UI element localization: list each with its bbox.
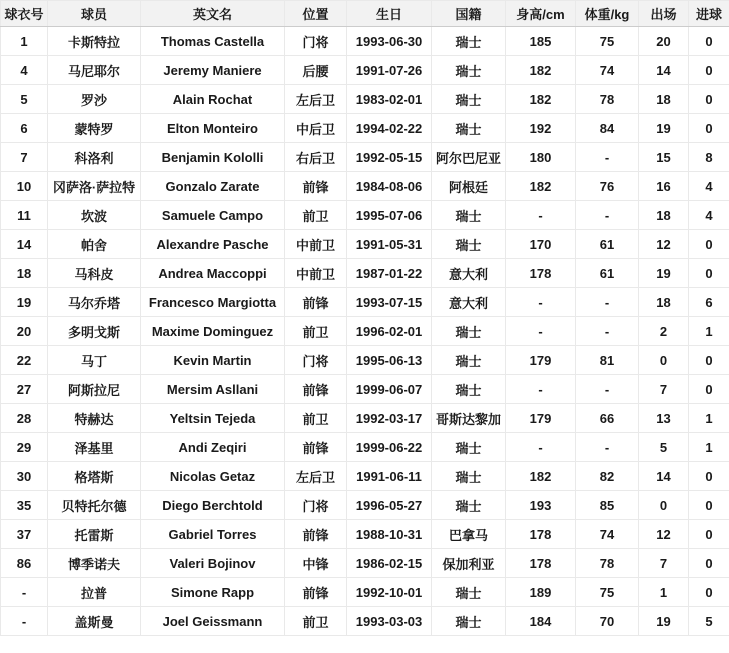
cell-nationality: 瑞士 (432, 56, 506, 85)
cell-height-cm: 192 (506, 114, 576, 143)
cell-goals: 0 (689, 56, 729, 85)
cell-nationality: 意大利 (432, 259, 506, 288)
table-row (1, 230, 729, 259)
cell-appearances: 18 (639, 201, 689, 230)
cell-nationality: 瑞士 (432, 346, 506, 375)
cell-jersey-number: 86 (1, 549, 48, 578)
cell-appearances: 7 (639, 375, 689, 404)
cell-height-cm: 182 (506, 85, 576, 114)
cell-player: 拉普 (48, 578, 141, 607)
cell-jersey-number: 28 (1, 404, 48, 433)
table-row (1, 607, 729, 636)
column-header-birthday: 生日 (347, 1, 432, 27)
cell-jersey-number: 22 (1, 346, 48, 375)
cell-weight-kg: 61 (576, 230, 639, 259)
cell-nationality: 巴拿马 (432, 520, 506, 549)
column-header-height-cm: 身高/cm (506, 1, 576, 27)
cell-height-cm: 179 (506, 346, 576, 375)
cell-position: 前锋 (285, 375, 347, 404)
cell-english-name: Maxime Dominguez (141, 317, 285, 346)
cell-birthday: 1996-05-27 (347, 491, 432, 520)
cell-english-name: Jeremy Maniere (141, 56, 285, 85)
cell-weight-kg: - (576, 317, 639, 346)
cell-goals: 0 (689, 346, 729, 375)
cell-player: 帕舍 (48, 230, 141, 259)
cell-nationality: 瑞士 (432, 27, 506, 56)
cell-goals: 0 (689, 549, 729, 578)
cell-weight-kg: - (576, 433, 639, 462)
cell-player: 卡斯特拉 (48, 27, 141, 56)
cell-nationality: 阿根廷 (432, 172, 506, 201)
cell-height-cm: - (506, 317, 576, 346)
cell-appearances: 16 (639, 172, 689, 201)
cell-player: 泽基里 (48, 433, 141, 462)
cell-goals: 1 (689, 433, 729, 462)
cell-position: 前锋 (285, 578, 347, 607)
cell-weight-kg: 70 (576, 607, 639, 636)
cell-weight-kg: - (576, 201, 639, 230)
cell-goals: 0 (689, 259, 729, 288)
cell-goals: 0 (689, 491, 729, 520)
cell-goals: 4 (689, 172, 729, 201)
cell-jersey-number: 35 (1, 491, 48, 520)
cell-weight-kg: 81 (576, 346, 639, 375)
cell-appearances: 12 (639, 520, 689, 549)
cell-english-name: Francesco Margiotta (141, 288, 285, 317)
cell-position: 前锋 (285, 172, 347, 201)
table-row (1, 56, 729, 85)
cell-jersey-number: 19 (1, 288, 48, 317)
cell-weight-kg: 78 (576, 549, 639, 578)
cell-player: 多明戈斯 (48, 317, 141, 346)
cell-nationality: 瑞士 (432, 433, 506, 462)
cell-player: 托雷斯 (48, 520, 141, 549)
cell-weight-kg: 74 (576, 56, 639, 85)
cell-jersey-number: 20 (1, 317, 48, 346)
cell-appearances: 0 (639, 491, 689, 520)
cell-position: 前卫 (285, 404, 347, 433)
cell-birthday: 1987-01-22 (347, 259, 432, 288)
cell-position: 前锋 (285, 433, 347, 462)
table-row (1, 85, 729, 114)
cell-weight-kg: - (576, 375, 639, 404)
cell-position: 前卫 (285, 607, 347, 636)
cell-english-name: Benjamin Kololli (141, 143, 285, 172)
cell-position: 右后卫 (285, 143, 347, 172)
cell-weight-kg: 78 (576, 85, 639, 114)
cell-height-cm: 182 (506, 462, 576, 491)
cell-weight-kg: 85 (576, 491, 639, 520)
cell-jersey-number: 7 (1, 143, 48, 172)
cell-height-cm: 170 (506, 230, 576, 259)
cell-weight-kg: - (576, 288, 639, 317)
cell-jersey-number: - (1, 607, 48, 636)
column-header-english-name: 英文名 (141, 1, 285, 27)
cell-birthday: 1984-08-06 (347, 172, 432, 201)
cell-english-name: Gonzalo Zarate (141, 172, 285, 201)
cell-english-name: Nicolas Getaz (141, 462, 285, 491)
table-row (1, 578, 729, 607)
cell-player: 马尔乔塔 (48, 288, 141, 317)
cell-birthday: 1999-06-22 (347, 433, 432, 462)
cell-birthday: 1986-02-15 (347, 549, 432, 578)
cell-english-name: Andrea Maccoppi (141, 259, 285, 288)
cell-jersey-number: - (1, 578, 48, 607)
cell-weight-kg: 66 (576, 404, 639, 433)
cell-weight-kg: - (576, 143, 639, 172)
table-row (1, 433, 729, 462)
cell-goals: 6 (689, 288, 729, 317)
cell-english-name: Mersim Asllani (141, 375, 285, 404)
cell-position: 前锋 (285, 288, 347, 317)
table-row (1, 491, 729, 520)
table-row (1, 462, 729, 491)
cell-appearances: 5 (639, 433, 689, 462)
cell-position: 后腰 (285, 56, 347, 85)
cell-weight-kg: 74 (576, 520, 639, 549)
cell-height-cm: - (506, 375, 576, 404)
cell-nationality: 意大利 (432, 288, 506, 317)
table-row (1, 259, 729, 288)
column-header-player: 球员 (48, 1, 141, 27)
cell-appearances: 15 (639, 143, 689, 172)
cell-height-cm: 189 (506, 578, 576, 607)
cell-player: 冈萨洛·萨拉特 (48, 172, 141, 201)
cell-appearances: 19 (639, 607, 689, 636)
cell-position: 前卫 (285, 317, 347, 346)
cell-position: 门将 (285, 491, 347, 520)
cell-jersey-number: 27 (1, 375, 48, 404)
table-row (1, 404, 729, 433)
cell-jersey-number: 6 (1, 114, 48, 143)
cell-height-cm: 180 (506, 143, 576, 172)
cell-appearances: 20 (639, 27, 689, 56)
cell-player: 马丁 (48, 346, 141, 375)
cell-goals: 5 (689, 607, 729, 636)
cell-jersey-number: 29 (1, 433, 48, 462)
table-row (1, 27, 729, 56)
cell-goals: 4 (689, 201, 729, 230)
cell-jersey-number: 37 (1, 520, 48, 549)
cell-nationality: 瑞士 (432, 578, 506, 607)
cell-english-name: Elton Monteiro (141, 114, 285, 143)
cell-height-cm: 185 (506, 27, 576, 56)
table-row (1, 520, 729, 549)
cell-birthday: 1992-03-17 (347, 404, 432, 433)
cell-player: 特赫达 (48, 404, 141, 433)
cell-position: 左后卫 (285, 462, 347, 491)
cell-jersey-number: 11 (1, 201, 48, 230)
cell-height-cm: 178 (506, 259, 576, 288)
cell-appearances: 12 (639, 230, 689, 259)
table-row (1, 143, 729, 172)
cell-birthday: 1993-03-03 (347, 607, 432, 636)
cell-birthday: 1983-02-01 (347, 85, 432, 114)
cell-player: 格塔斯 (48, 462, 141, 491)
cell-position: 左后卫 (285, 85, 347, 114)
cell-birthday: 1996-02-01 (347, 317, 432, 346)
cell-goals: 0 (689, 462, 729, 491)
cell-appearances: 2 (639, 317, 689, 346)
cell-goals: 0 (689, 578, 729, 607)
cell-birthday: 1995-07-06 (347, 201, 432, 230)
cell-height-cm: 178 (506, 520, 576, 549)
cell-player: 博季诺夫 (48, 549, 141, 578)
cell-english-name: Samuele Campo (141, 201, 285, 230)
cell-height-cm: 182 (506, 172, 576, 201)
table-row (1, 317, 729, 346)
table-body (1, 27, 729, 636)
table-row (1, 346, 729, 375)
cell-goals: 1 (689, 404, 729, 433)
cell-appearances: 19 (639, 259, 689, 288)
cell-weight-kg: 75 (576, 27, 639, 56)
cell-english-name: Gabriel Torres (141, 520, 285, 549)
cell-goals: 0 (689, 114, 729, 143)
cell-height-cm: 184 (506, 607, 576, 636)
cell-birthday: 1992-05-15 (347, 143, 432, 172)
cell-appearances: 14 (639, 56, 689, 85)
cell-english-name: Alexandre Pasche (141, 230, 285, 259)
cell-appearances: 0 (639, 346, 689, 375)
cell-jersey-number: 1 (1, 27, 48, 56)
table-row (1, 375, 729, 404)
cell-goals: 0 (689, 230, 729, 259)
table-row (1, 201, 729, 230)
cell-weight-kg: 84 (576, 114, 639, 143)
column-header-position: 位置 (285, 1, 347, 27)
cell-english-name: Valeri Bojinov (141, 549, 285, 578)
cell-goals: 8 (689, 143, 729, 172)
cell-appearances: 14 (639, 462, 689, 491)
cell-english-name: Alain Rochat (141, 85, 285, 114)
cell-nationality: 瑞士 (432, 114, 506, 143)
cell-jersey-number: 14 (1, 230, 48, 259)
cell-goals: 0 (689, 375, 729, 404)
cell-height-cm: - (506, 288, 576, 317)
cell-appearances: 1 (639, 578, 689, 607)
cell-goals: 0 (689, 27, 729, 56)
column-header-appearances: 出场 (639, 1, 689, 27)
cell-nationality: 瑞士 (432, 462, 506, 491)
cell-appearances: 13 (639, 404, 689, 433)
cell-appearances: 18 (639, 288, 689, 317)
cell-nationality: 瑞士 (432, 85, 506, 114)
cell-appearances: 19 (639, 114, 689, 143)
table-row (1, 288, 729, 317)
cell-weight-kg: 82 (576, 462, 639, 491)
cell-birthday: 1994-02-22 (347, 114, 432, 143)
table-row (1, 172, 729, 201)
column-header-goals: 进球 (689, 1, 729, 27)
cell-nationality: 保加利亚 (432, 549, 506, 578)
table-row (1, 114, 729, 143)
header-row (1, 1, 729, 27)
cell-jersey-number: 30 (1, 462, 48, 491)
cell-nationality: 哥斯达黎加 (432, 404, 506, 433)
cell-birthday: 1992-10-01 (347, 578, 432, 607)
cell-weight-kg: 75 (576, 578, 639, 607)
column-header-nationality: 国籍 (432, 1, 506, 27)
cell-english-name: Joel Geissmann (141, 607, 285, 636)
cell-birthday: 1991-07-26 (347, 56, 432, 85)
cell-height-cm: - (506, 433, 576, 462)
cell-player: 坎波 (48, 201, 141, 230)
cell-position: 门将 (285, 27, 347, 56)
cell-nationality: 瑞士 (432, 317, 506, 346)
cell-player: 蒙特罗 (48, 114, 141, 143)
cell-birthday: 1991-06-11 (347, 462, 432, 491)
cell-birthday: 1988-10-31 (347, 520, 432, 549)
cell-nationality: 瑞士 (432, 201, 506, 230)
table-row (1, 549, 729, 578)
cell-appearances: 18 (639, 85, 689, 114)
cell-appearances: 7 (639, 549, 689, 578)
cell-english-name: Yeltsin Tejeda (141, 404, 285, 433)
column-header-jersey-number: 球衣号 (1, 1, 48, 27)
cell-position: 门将 (285, 346, 347, 375)
cell-height-cm: 193 (506, 491, 576, 520)
cell-nationality: 瑞士 (432, 230, 506, 259)
cell-birthday: 1991-05-31 (347, 230, 432, 259)
cell-birthday: 1995-06-13 (347, 346, 432, 375)
cell-jersey-number: 5 (1, 85, 48, 114)
cell-jersey-number: 4 (1, 56, 48, 85)
cell-position: 中锋 (285, 549, 347, 578)
cell-player: 贝特托尔德 (48, 491, 141, 520)
cell-birthday: 1999-06-07 (347, 375, 432, 404)
cell-player: 罗沙 (48, 85, 141, 114)
cell-player: 盖斯曼 (48, 607, 141, 636)
cell-nationality: 瑞士 (432, 491, 506, 520)
cell-birthday: 1993-06-30 (347, 27, 432, 56)
column-header-weight-kg: 体重/kg (576, 1, 639, 27)
cell-position: 中前卫 (285, 259, 347, 288)
cell-position: 前卫 (285, 201, 347, 230)
cell-english-name: Simone Rapp (141, 578, 285, 607)
cell-height-cm: 182 (506, 56, 576, 85)
cell-position: 中前卫 (285, 230, 347, 259)
cell-jersey-number: 10 (1, 172, 48, 201)
cell-height-cm: 178 (506, 549, 576, 578)
cell-player: 科洛利 (48, 143, 141, 172)
cell-jersey-number: 18 (1, 259, 48, 288)
cell-position: 中后卫 (285, 114, 347, 143)
cell-weight-kg: 61 (576, 259, 639, 288)
cell-height-cm: - (506, 201, 576, 230)
cell-weight-kg: 76 (576, 172, 639, 201)
cell-nationality: 阿尔巴尼亚 (432, 143, 506, 172)
cell-birthday: 1993-07-15 (347, 288, 432, 317)
cell-english-name: Kevin Martin (141, 346, 285, 375)
cell-nationality: 瑞士 (432, 607, 506, 636)
cell-english-name: Thomas Castella (141, 27, 285, 56)
cell-height-cm: 179 (506, 404, 576, 433)
cell-nationality: 瑞士 (432, 375, 506, 404)
cell-english-name: Diego Berchtold (141, 491, 285, 520)
cell-player: 马尼耶尔 (48, 56, 141, 85)
cell-goals: 0 (689, 85, 729, 114)
cell-goals: 1 (689, 317, 729, 346)
cell-english-name: Andi Zeqiri (141, 433, 285, 462)
cell-position: 前锋 (285, 520, 347, 549)
cell-player: 马科皮 (48, 259, 141, 288)
cell-player: 阿斯拉尼 (48, 375, 141, 404)
cell-goals: 0 (689, 520, 729, 549)
